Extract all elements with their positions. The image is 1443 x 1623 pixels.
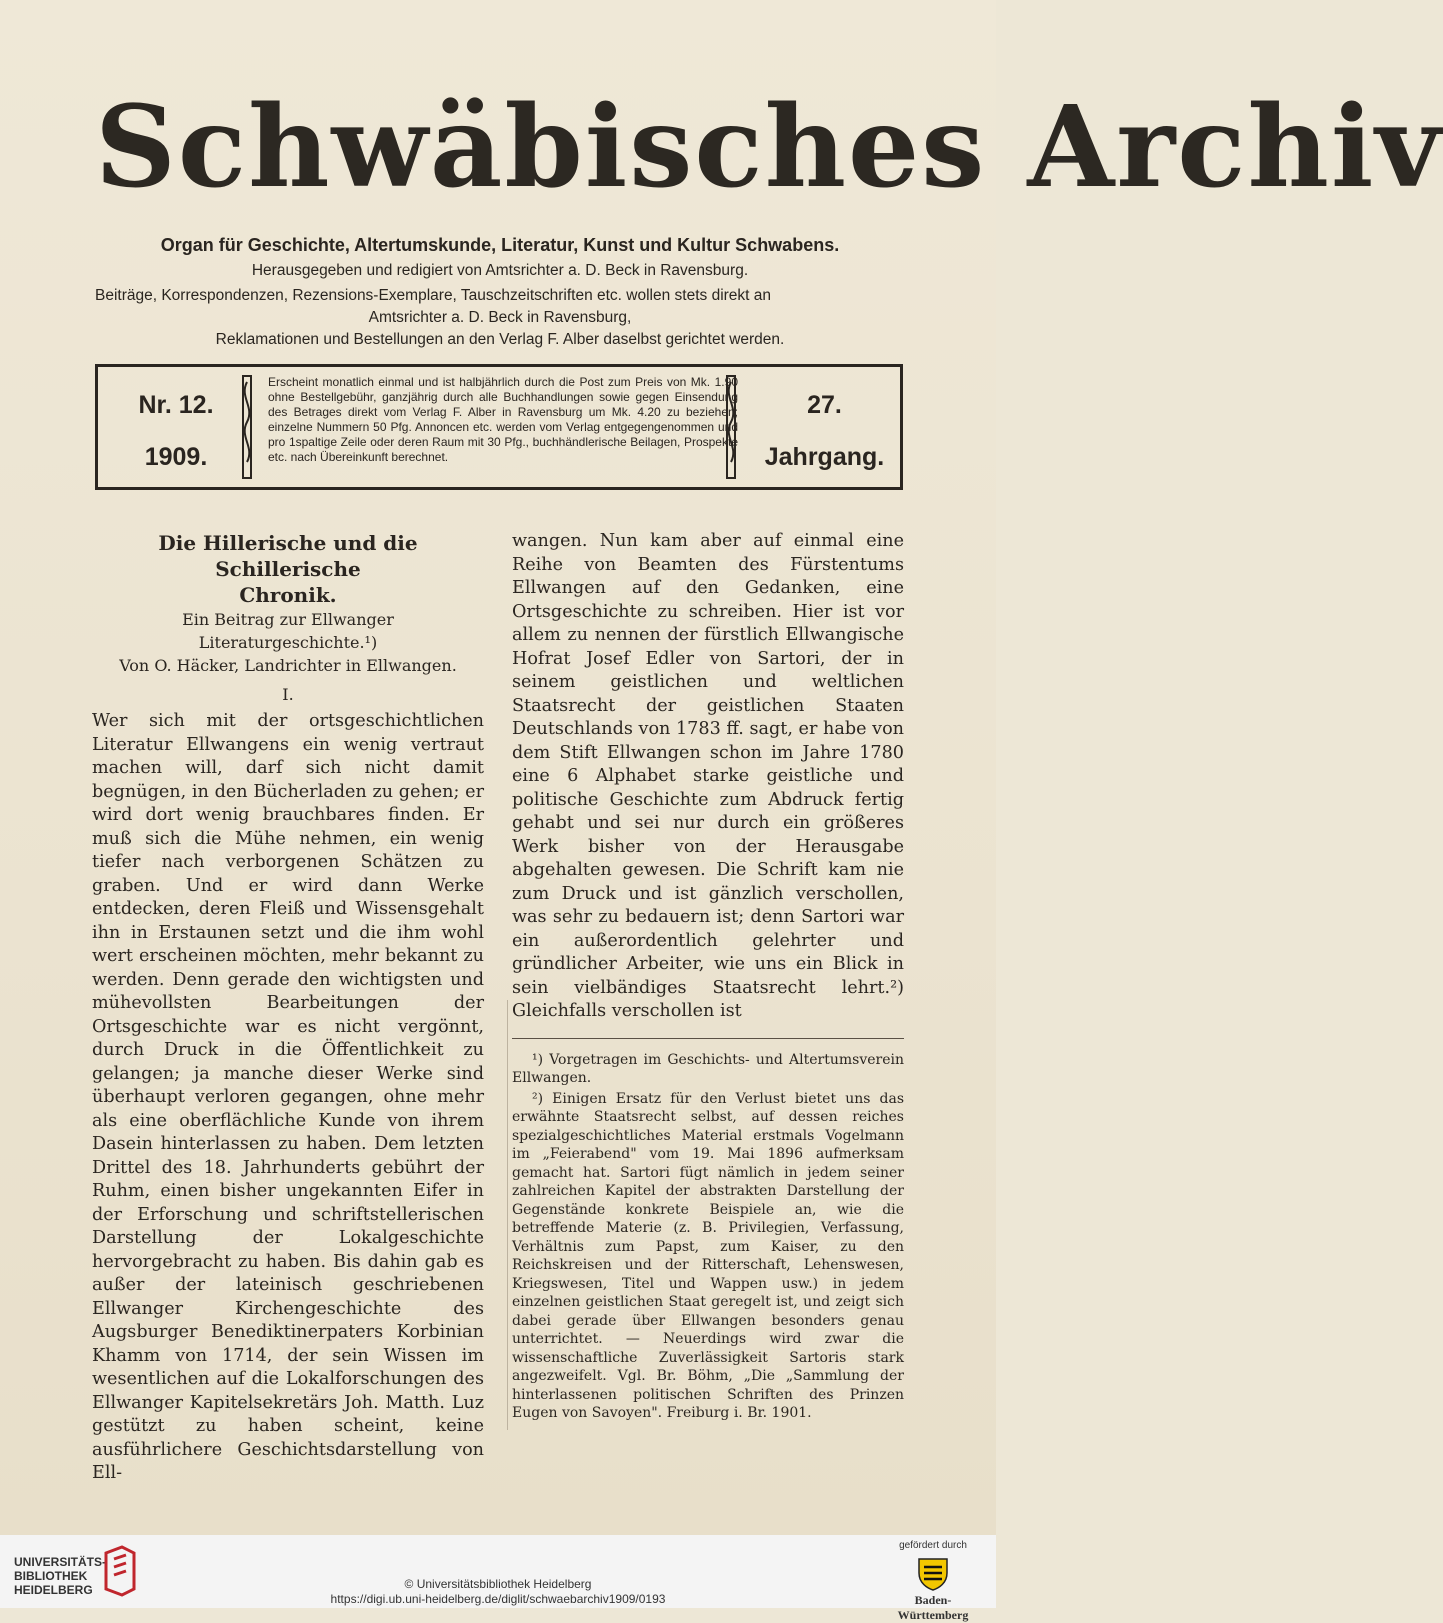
funder-name: Baden-Württemberg xyxy=(897,1593,969,1622)
article-body-right: wangen. Nun kam aber auf einmal eine Reihe von Beamten des Fürstentums Ellwangen auf den Gedanken, eine Ortsgeschichte zu schreiben. Hier ist vor allem zu nennen der fürstlich Ellwangische Hofrat Josef Edler von Sartori, der in seinem geistlichen und weltlichen Staatsrecht der geistlichen Staaten Deutschlands von 1783 ff. sagt, er habe von dem Stift Ellwangen schon im Jahre 1780 eine 6 Alphabet starke geistliche und politische Geschichte zum Abdruck fertig gehabt und sei nur durch ein größeres Werk bisher von der Herausgabe abgehalten gewesen. Die Schrift kam nie zum Druck und ist gänzlich verschollen, was sehr zu bedauern ist; denn Sartori war ein außerordentlich gelehrter und gründlicher Arbeiter, wie uns ein Blick in sein vielbändiges Staatsrecht lehrt.²) Gleichfalls verschollen ist xyxy=(512,531,904,1021)
footnote-1: ¹) Vorgetragen im Geschichts- und Altertumsverein Ellwangen. xyxy=(512,1051,904,1086)
volume-number: 27. xyxy=(807,391,842,419)
coat-of-arms-icon xyxy=(915,1555,951,1591)
footnote-2: ²) Einigen Ersatz für den Verlust bietet uns das erwähnte Staatsrecht selbst, auf dessen reiches spezialgeschichtliches Material erstmals Vogelmann im „Feierabend" vom 19. Mai 1896 aufmerksam gemacht hat. Sartori fügt nämlich in jedem seiner zahlreichen Kapitel der abstrakten Darstellung der Gegenstände konkrete Beispiele an, wie die betreffende Materie (z. B. Privilegien, Verfassung, Verhältnis zum Papst, zum Kaiser, zu den Reichskreisen und der Ritterschaft, Lehenswesen, Kriegswesen, Titel und Wappen usw.) in jedem einzelnen geistlichen Staat geregelt ist, und zeigt sich dabei gerade über Ellwangen besonders genau unterrichtet. — Neuerdings wird zwar die wissenschaftliche Zuverlässigkeit Sartoris stark angezweifelt. Vgl. Br. Böhm, „Die „Sammlung der hinterlassenen politischen Schriften des Prinzen Eugen von Savoyen". Freiburg i. Br. 1901. xyxy=(512,1090,904,1421)
subscription-info-box xyxy=(95,364,903,490)
contrib-line-1: Beiträge, Korrespondenzen, Rezensions-Exemplare, Tauschzeitschriften etc. wollen stets direkt an xyxy=(95,287,772,304)
ornament-right-icon xyxy=(720,372,742,482)
ornament-left-icon xyxy=(236,372,258,482)
issue-number: Nr. 12. xyxy=(138,391,214,419)
funded-by-label: gefördert durch xyxy=(899,1540,967,1551)
contrib-line-3: Reklamationen und Bestellungen an den Verlag F. Alber daselbst gerichtet werden. xyxy=(215,331,785,348)
funder-block xyxy=(888,1540,978,1623)
editor-line: Herausgegeben und redigiert von Amtsrichter a. D. Beck in Ravensburg. xyxy=(251,262,749,279)
article-right-column xyxy=(512,530,904,1423)
uni-line-2: BIBLIOTHEK xyxy=(14,1569,88,1583)
subscription-text: Erscheint monatlich einmal und ist halbjährlich durch die Post zum Preis von Mk. 1.90 ohne Bestellgebühr, ganzjährig durch alle Buchhandlungen sowie gegen Einsendung des Betrages direkt vom Verlag F. Alber in Ravensburg um Mk. 4.20 zu beziehen; einzelne Nummern 50 Pfg. Annoncen etc. werden vom Verlag entgegengenommen und pro 1spaltige Zeile oder deren Raum mit 30 Pfg., buchhändlerische Beilagen, Prospekte etc. nach Übereinkunft berechnet. xyxy=(268,375,738,464)
source-url[interactable]: https://digi.ub.uni-heidelberg.de/diglit/schwaebarchiv1909/0193 xyxy=(330,1592,666,1606)
article-author: Von O. Häcker, Landrichter in Ellwangen. xyxy=(119,656,457,675)
article-body-left: Wer sich mit der ortsgeschichtlichen Literatur Ellwangens ein wenig vertraut machen will, darf sich nicht damit begnügen, in den Bücherladen zu gehen; er wird dort wenig brauchbares finden. Er muß sich die Mühe nehmen, ein wenig tiefer nach verborgenen Schätzen zu graben. Und er wird dann Werke entdecken, deren Fleiß und Wissensgehalt ihn in Erstaunen setzt und die ihm wohl wert erscheinen möchten, mehr bekannt zu werden. Denn gerade den wichtigsten und mühevollsten Bearbeitungen der Ortsgeschichte war es nicht vergönnt, durch Druck in die Öffentlichkeit zu gelangen; ja manche dieser Werke sind überhaupt verloren gegangen, ohne mehr als eine oberflächliche Kunde von ihrem Dasein hinterlassen zu haben. Dem letzten Drittel des 18. Jahrhunderts gebührt der Ruhm, einen bisher ungekannten Eifer in der Erforschung und schriftstellerischen Darstellung der Lokalgeschichte hervorgebracht zu haben. Bis dahin gab es außer der lateinisch geschriebenen Ellwanger Kirchengeschichte des Augsburger Benediktinerpaters Korbinian Khamm von 1714, der sein Wissen im wesentlichen auf die Lokalforschungen des Ellwanger Kapitelsekretärs Joh. Matth. Luz gestützt zu haben scheint, keine ausführlichere Geschichtsdarstellung von Ell- xyxy=(92,711,484,1483)
article-left-column xyxy=(92,530,484,1486)
issue-year: 1909. xyxy=(144,443,208,471)
masthead-title: Schwäbisches Archiv xyxy=(95,82,1443,213)
footnote-rule xyxy=(512,1038,904,1039)
section-number: I. xyxy=(282,685,294,704)
article-title-line-2: Chronik. xyxy=(239,583,337,607)
uni-line-3: HEIDELBERG xyxy=(14,1583,93,1597)
volume-info xyxy=(757,379,892,483)
column-divider xyxy=(507,1000,508,1430)
copyright-text: © Universitätsbibliothek Heidelberg xyxy=(404,1577,592,1591)
uni-line-1: UNIVERSITÄTS- xyxy=(14,1555,107,1569)
article-subtitle: Ein Beitrag zur Ellwanger Literaturgeschichte.¹) xyxy=(182,610,394,652)
contrib-line-2: Amtsrichter a. D. Beck in Ravensburg, xyxy=(368,309,632,326)
issue-info xyxy=(106,379,246,483)
article-title-line-1: Die Hillerische und die Schillerische xyxy=(158,531,418,581)
volume-label: Jahrgang. xyxy=(764,443,885,471)
masthead-subtitle: Organ für Geschichte, Altertumskunde, Literatur, Kunst und Kultur Schwabens. xyxy=(160,235,840,255)
